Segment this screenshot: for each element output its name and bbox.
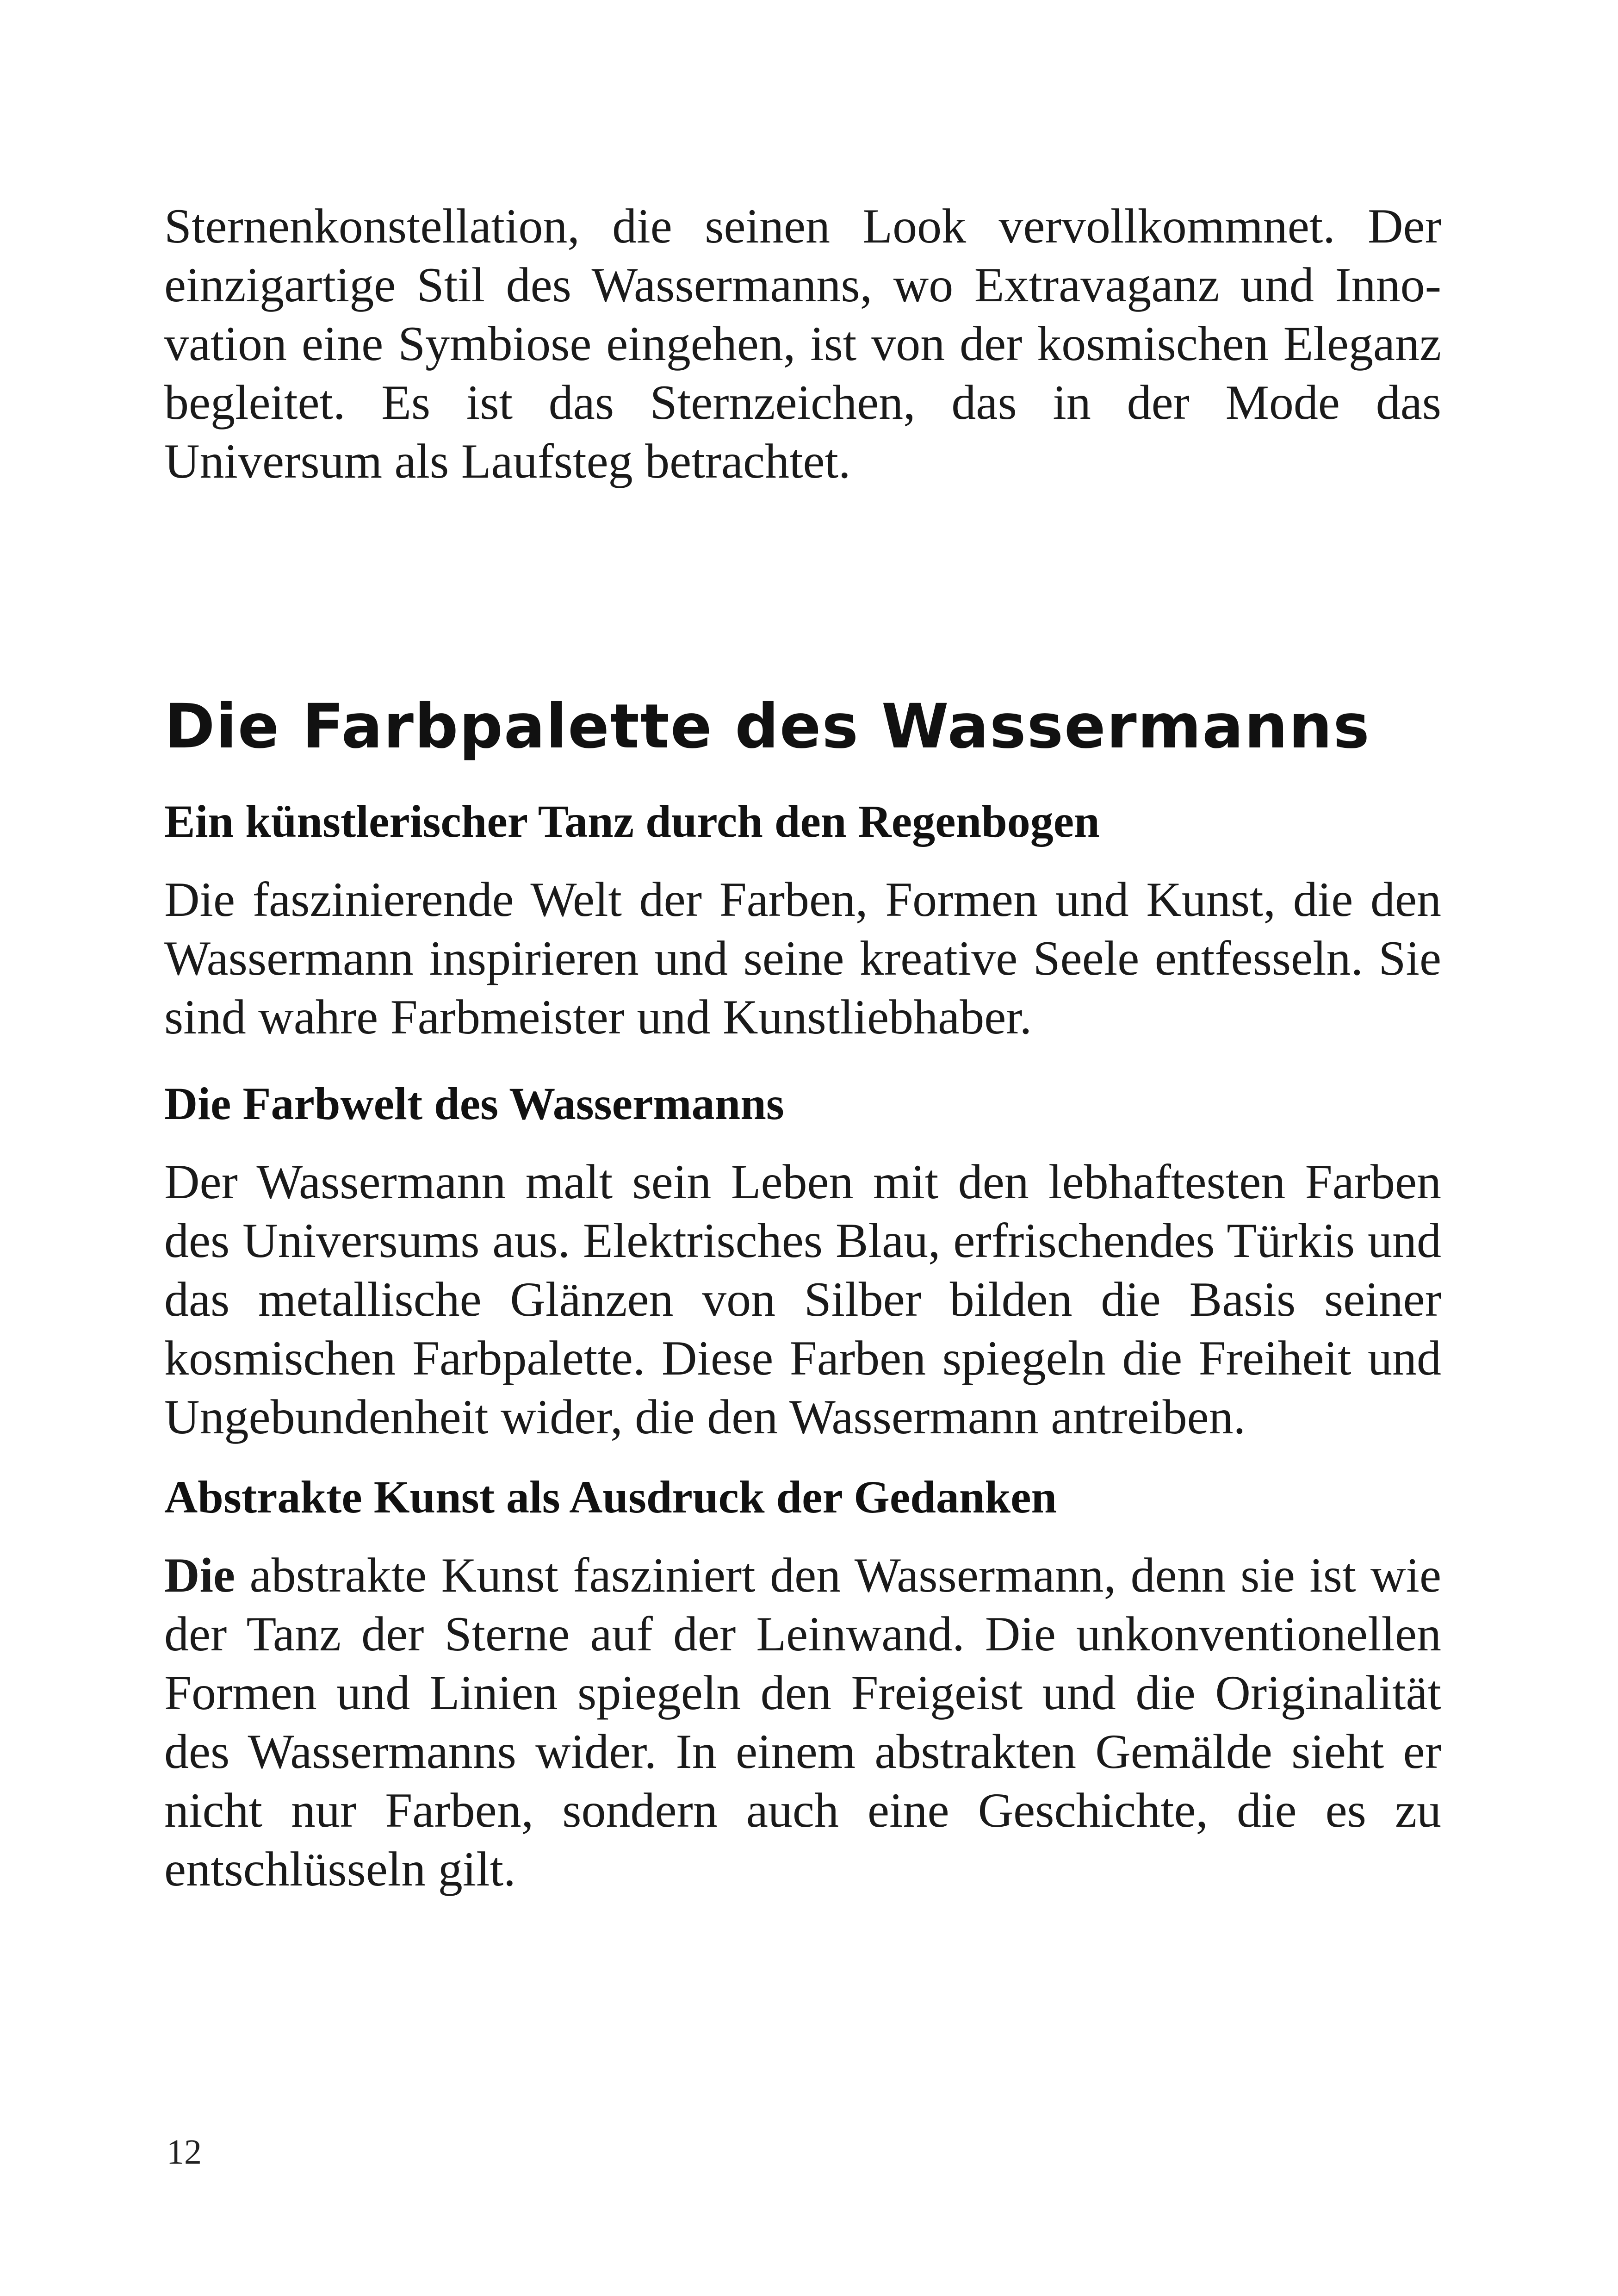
subsection-body-abstract-art bbox=[164, 1546, 1441, 1898]
intro-paragraph: Sternenkonstellation, die seinen Look vervollkommnet. Der einzigartige Stil des Wassermanns, wo Extravaganz und Innovation eine Symbiose eingehen, ist von der kosmischen Eleganz begleitet. Es ist das Sternzeichen, das in der Mode das Universum als Laufsteg betrachtet. bbox=[164, 199, 1441, 488]
subsection-body-rainbow: Die faszinierende Welt der Farben, Formen und Kunst, die den Wassermann inspirieren und seine kreative Seele entfesseln. Sie sind wahre Farbmeister und Kunstliebhaber. bbox=[164, 872, 1441, 1044]
abstract-art-body-text: abstrakte Kunst fasziniert den Wassermann, denn sie ist wie der Tanz der Sterne auf der Leinwand. Die unkonventionellen Formen und Linien spiegeln den Freigeist und die Originalität des Wassermanns wider. In einem abstrakten Gemälde sieht er nicht nur Farben, sondern auch eine Geschichte, die es zu entschlüsseln gilt. bbox=[164, 1548, 1441, 1896]
subsection-heading-abstract-art: Abstrakte Kunst als Ausdruck der Gedanken bbox=[164, 1471, 1057, 1523]
subsection-heading-colorworld: Die Farbwelt des Wassermanns bbox=[164, 1078, 784, 1129]
page-number: 12 bbox=[167, 2133, 202, 2172]
section-title: Die Farbpalette des Wassermanns bbox=[164, 691, 1370, 762]
subsection-body-colorworld: Der Wassermann malt sein Leben mit den lebhaftesten Farben des Universums aus. Elektrisches Blau, erfrischendes Türkis und das metallische Glänzen von Silber bilden die Basis seiner kosmischen Farbpalette. Diese Farben spiegeln die Freiheit und Ungebundenheit wider, die den Wassermann antreiben. bbox=[164, 1155, 1441, 1444]
subsection-heading-rainbow: Ein künstlerischer Tanz durch den Regenbogen bbox=[164, 796, 1100, 847]
bold-lead-word: Die bbox=[164, 1548, 236, 1602]
